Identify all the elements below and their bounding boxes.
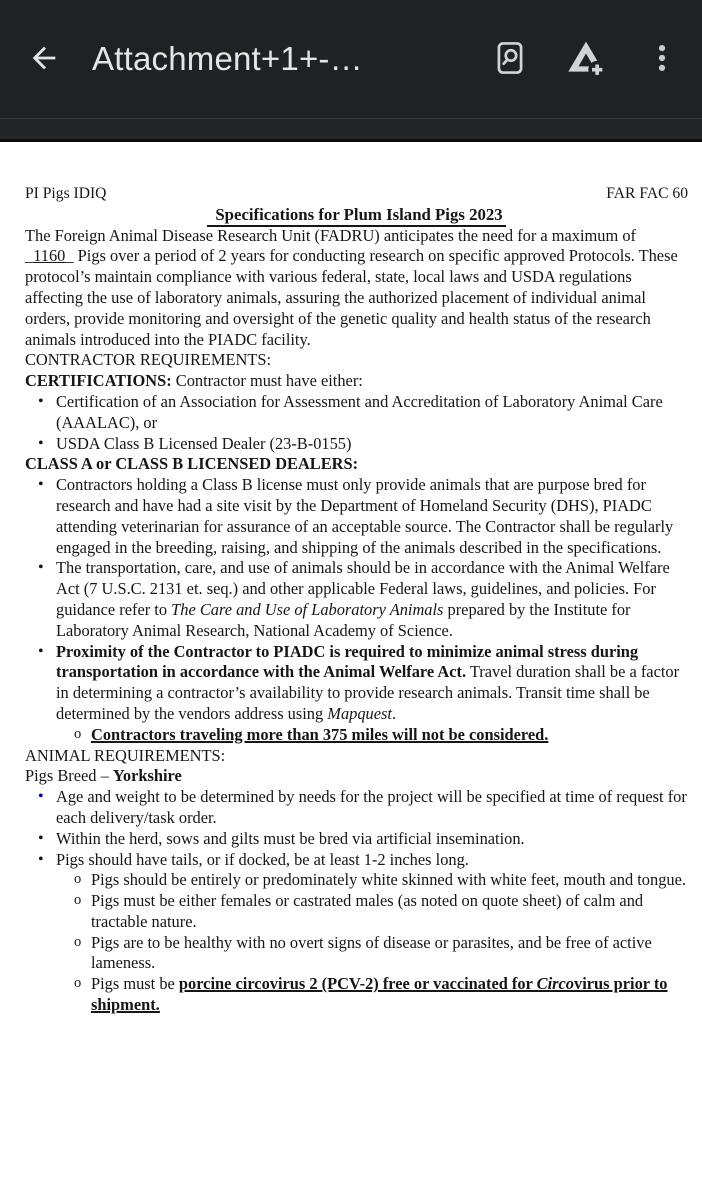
arrow-left-icon	[27, 41, 61, 78]
breed-line: Pigs Breed – Yorkshire	[25, 766, 182, 786]
bullet-item: • Contractors holding a Class B license must only provide animals that are purpose bred for research and have had a site visit by the Department of Homeland Security (DHS), PIADC attending veterinarian for assurance of an acceptable source. The Contractor shall be regularly engaged in the breeding, raising, and shipping of the animals described in the specifications.	[25, 475, 688, 558]
animal-requirements-heading: ANIMAL REQUIREMENTS:	[25, 745, 226, 765]
overflow-menu-button[interactable]	[638, 35, 686, 83]
bullet-item: • USDA Class B Licensed Dealer (23-B-0155)	[25, 434, 688, 455]
sub-bullet-item: o Pigs are to be healthy with no overt signs of disease or parasites, and be free of active lameness.	[25, 933, 688, 975]
pcv-requirement-text: porcine circovirus 2 (PCV-2) free or vaccinated for Circovirus prior to shipment.	[91, 974, 668, 1015]
bullet-item: • Age and weight to be determined by needs for the project will be specified at time of request for each delivery/task order.	[25, 787, 688, 829]
document-title-bar: Attachment+1+-…	[92, 40, 363, 77]
document-header-row	[25, 184, 688, 205]
bullet-item: • Certification of an Association for Assessment and Accreditation of Laboratory Animal Care (AAALAC), or	[25, 392, 688, 434]
add-to-drive-button[interactable]	[562, 35, 610, 83]
bullet-item: • Pigs should have tails, or if docked, be at least 1-2 inches long.	[25, 850, 688, 871]
app-bar	[0, 0, 702, 118]
add-to-drive-icon	[566, 38, 606, 81]
app-bar-actions	[486, 35, 686, 83]
find-in-document-button[interactable]	[486, 35, 534, 83]
bullet-item: • The transportation, care, and use of animals should be in accordance with the Animal Welfare Act (7 U.S.C. 2131 et. seq.) and other applicable Federal laws, guidelines, and policies. For guidance refer to The Care and Use of Laboratory Animals prepared by the Institute for Laboratory Animal Research, National Academy of Science.	[25, 558, 688, 641]
header-right-text: FAR FAC 60	[606, 185, 688, 202]
more-vertical-icon	[645, 41, 679, 78]
class-dealers-heading: CLASS A or CLASS B LICENSED DEALERS:	[25, 454, 359, 474]
contractor-requirements-heading: CONTRACTOR REQUIREMENTS:	[25, 350, 272, 370]
animal-requirements-list	[25, 787, 688, 1016]
sub-bullet-item: o Pigs must be porcine circovirus 2 (PCV-2) free or vaccinated for Circovirus prior to shipment.	[25, 974, 688, 1016]
intro-paragraph: The Foreign Animal Disease Research Unit (FADRU) anticipates the need for a maximum of _1160_ Pigs over a period of 2 years for conducting research on specific approved Protocols. These protocol’s maintain compliance with various federal, state, local laws and USDA regulations affecting the use of laboratory animals, assuring the authorized placement of individual animal orders, provide monitoring and oversight of the genetic quality and health status of the research animals introduced into the PIADC facility.	[25, 225, 678, 349]
document-page[interactable]	[0, 142, 702, 1200]
quantity-value: 1160	[33, 246, 66, 266]
breed-value: Yorkshire	[112, 766, 182, 786]
sub-bullet-item: o Pigs should be entirely or predominately white skinned with white feet, mouth and tongue.	[25, 870, 688, 891]
page-top-gap	[0, 118, 702, 142]
class-dealers-list	[25, 475, 688, 745]
find-in-document-icon	[491, 39, 529, 80]
header-left-text: PI Pigs IDIQ	[25, 185, 107, 202]
document-title: Specifications for Plum Island Pigs 2023	[25, 205, 688, 226]
bullet-item: • Proximity of the Contractor to PIADC is required to minimize animal stress during transportation in accordance with the Animal Welfare Act. Travel duration shall be a factor in determining a contractor’s availability to provide research animals. Transit time shall be determined by the vendors address using Mapquest.	[25, 642, 688, 725]
certifications-list	[25, 392, 688, 454]
sub-bullet-item: o Pigs must be either females or castrated males (as noted on quote sheet) of calm and tractable nature.	[25, 891, 688, 933]
sub-bullet-item	[25, 725, 688, 746]
bullet-item: • Within the herd, sows and gilts must be bred via artificial insemination.	[25, 829, 688, 850]
back-button[interactable]	[20, 35, 68, 83]
mileage-restriction-text: Contractors traveling more than 375 miles will not be considered.	[91, 724, 549, 744]
certifications-line: CERTIFICATIONS: Contractor must have either:	[25, 371, 363, 391]
